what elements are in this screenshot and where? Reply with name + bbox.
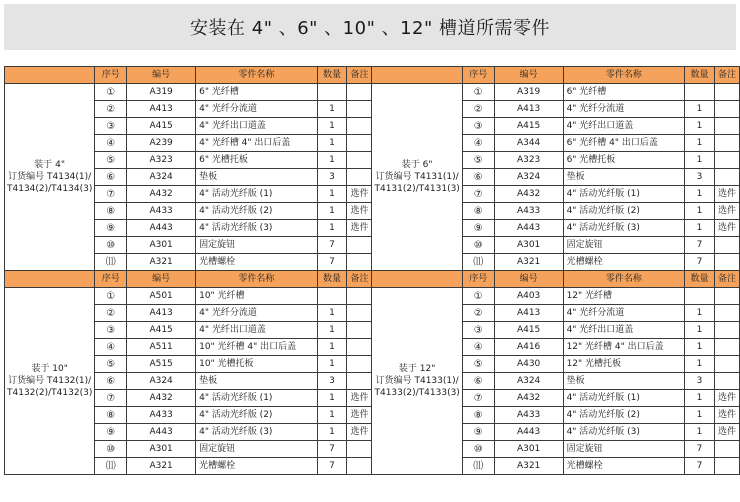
row-number: ③ <box>462 118 494 135</box>
part-name: 6" 光纤槽 4" 出口后盖 <box>563 135 685 152</box>
column-header-remark: 备注 <box>347 67 372 84</box>
part-quantity: 7 <box>685 458 715 475</box>
part-remark: 选件 <box>714 407 739 424</box>
row-number: ⑾ <box>95 254 127 271</box>
part-name: 12" 光纤槽 <box>563 288 685 305</box>
row-number: ② <box>95 305 127 322</box>
part-code: A413 <box>127 101 196 118</box>
part-quantity: 1 <box>317 152 347 169</box>
model-cell <box>372 84 462 271</box>
part-remark <box>714 101 739 118</box>
row-number: ③ <box>95 118 127 135</box>
column-header-code: 编号 <box>127 271 196 288</box>
part-name: 6" 光槽托板 <box>563 152 685 169</box>
part-remark <box>347 152 372 169</box>
row-number: ⑤ <box>462 152 494 169</box>
part-remark: 选件 <box>347 407 372 424</box>
part-code: A433 <box>494 203 563 220</box>
part-code: A443 <box>127 424 196 441</box>
part-name: 4" 活动光纤版 (1) <box>196 186 318 203</box>
part-name: 垫板 <box>196 373 318 390</box>
part-quantity: 1 <box>685 339 715 356</box>
part-name: 4" 光纤出口道盖 <box>196 322 318 339</box>
part-code: A301 <box>494 237 563 254</box>
column-header-code: 编号 <box>127 67 196 84</box>
column-header-num: 序号 <box>95 271 127 288</box>
column-header-remark: 备注 <box>347 271 372 288</box>
part-remark <box>347 373 372 390</box>
model-cell <box>372 288 462 475</box>
part-quantity <box>317 288 347 305</box>
part-quantity: 1 <box>685 152 715 169</box>
row-number: ③ <box>462 322 494 339</box>
header-corner-cell <box>5 271 95 288</box>
column-header-num: 序号 <box>95 67 127 84</box>
part-quantity: 7 <box>685 441 715 458</box>
model-cell <box>5 288 95 475</box>
part-name: 12" 光槽托板 <box>563 356 685 373</box>
row-number: ④ <box>95 339 127 356</box>
part-quantity: 1 <box>685 322 715 339</box>
part-quantity: 1 <box>317 424 347 441</box>
part-remark: 选件 <box>714 186 739 203</box>
row-number: ⑩ <box>95 441 127 458</box>
part-quantity: 1 <box>685 305 715 322</box>
part-remark <box>714 288 739 305</box>
part-remark <box>714 84 739 101</box>
row-number: ⑩ <box>95 237 127 254</box>
part-quantity: 7 <box>317 237 347 254</box>
part-quantity <box>685 84 715 101</box>
part-code: A415 <box>494 118 563 135</box>
part-code: A415 <box>127 322 196 339</box>
row-number: ⑥ <box>95 373 127 390</box>
row-number: ⑧ <box>95 203 127 220</box>
column-header-qty: 数量 <box>317 67 347 84</box>
part-code: A413 <box>494 305 563 322</box>
part-name: 4" 活动光纤版 (3) <box>563 220 685 237</box>
column-header-name: 零件名称 <box>563 67 685 84</box>
part-quantity: 1 <box>317 356 347 373</box>
part-name: 12" 光纤槽 4" 出口后盖 <box>563 339 685 356</box>
part-code: A416 <box>494 339 563 356</box>
part-code: A321 <box>127 254 196 271</box>
part-quantity: 1 <box>685 118 715 135</box>
column-header-code: 编号 <box>494 67 563 84</box>
part-name: 光槽螺栓 <box>563 458 685 475</box>
part-remark <box>347 237 372 254</box>
row-number: ② <box>95 101 127 118</box>
row-number: ⑦ <box>462 186 494 203</box>
table-row <box>5 84 740 101</box>
part-remark <box>714 356 739 373</box>
part-code: A511 <box>127 339 196 356</box>
part-name: 10" 光纤槽 <box>196 288 318 305</box>
part-quantity: 3 <box>317 373 347 390</box>
part-remark: 选件 <box>347 186 372 203</box>
part-remark <box>347 84 372 101</box>
column-header-name: 零件名称 <box>196 271 318 288</box>
part-remark: 选件 <box>714 424 739 441</box>
part-name: 4" 活动光纤版 (3) <box>196 424 318 441</box>
part-code: A443 <box>494 220 563 237</box>
row-number: ⑤ <box>95 356 127 373</box>
part-name: 6" 光槽托板 <box>196 152 318 169</box>
part-remark <box>714 135 739 152</box>
part-remark: 选件 <box>714 203 739 220</box>
row-number: ① <box>95 288 127 305</box>
part-name: 10" 光槽托板 <box>196 356 318 373</box>
part-name: 4" 光纤分流道 <box>196 305 318 322</box>
part-code: A324 <box>127 373 196 390</box>
part-name: 4" 活动光纤版 (2) <box>563 407 685 424</box>
part-name: 固定旋钮 <box>196 237 318 254</box>
part-quantity: 1 <box>317 390 347 407</box>
column-header-name: 零件名称 <box>563 271 685 288</box>
part-remark: 选件 <box>347 203 372 220</box>
part-quantity: 3 <box>317 169 347 186</box>
part-code: A321 <box>494 458 563 475</box>
part-code: A413 <box>494 101 563 118</box>
part-quantity: 1 <box>317 220 347 237</box>
row-number: ⑾ <box>462 458 494 475</box>
column-header-remark: 备注 <box>714 67 739 84</box>
part-quantity: 7 <box>317 441 347 458</box>
part-remark <box>347 458 372 475</box>
column-header-qty: 数量 <box>317 271 347 288</box>
header-corner-cell <box>372 271 462 288</box>
part-name: 4" 活动光纤版 (3) <box>196 220 318 237</box>
part-quantity: 7 <box>685 254 715 271</box>
column-header-num: 序号 <box>462 67 494 84</box>
column-header-num: 序号 <box>462 271 494 288</box>
row-number: ⑨ <box>462 424 494 441</box>
model-line: 订货编号 T4134(1)/ <box>8 172 92 182</box>
row-number: ⑨ <box>462 220 494 237</box>
model-line: T4131(2)/T4131(3) <box>374 184 460 194</box>
row-number: ② <box>462 305 494 322</box>
part-remark <box>714 441 739 458</box>
part-remark <box>347 322 372 339</box>
part-quantity <box>317 84 347 101</box>
part-remark <box>347 288 372 305</box>
part-code: A324 <box>494 373 563 390</box>
part-code: A443 <box>127 220 196 237</box>
part-remark <box>347 118 372 135</box>
part-code: A432 <box>127 390 196 407</box>
model-line: T4132(2)/T4132(3) <box>7 388 93 398</box>
part-remark <box>347 356 372 373</box>
model-line: 装于 10" <box>31 364 68 374</box>
part-name: 4" 光纤分流道 <box>563 305 685 322</box>
part-quantity: 1 <box>317 339 347 356</box>
part-quantity: 1 <box>685 101 715 118</box>
row-number: ⑦ <box>95 186 127 203</box>
model-cell <box>5 84 95 271</box>
part-code: A515 <box>127 356 196 373</box>
row-number: ⑨ <box>95 220 127 237</box>
part-code: A430 <box>494 356 563 373</box>
part-code: A321 <box>127 458 196 475</box>
part-code: A324 <box>494 169 563 186</box>
row-number: ⑥ <box>95 169 127 186</box>
part-name: 4" 活动光纤版 (3) <box>563 424 685 441</box>
part-remark <box>347 305 372 322</box>
parts-grid <box>4 66 740 475</box>
row-number: ① <box>95 84 127 101</box>
header-corner-cell <box>5 67 95 84</box>
column-header-code: 编号 <box>494 271 563 288</box>
model-line: T4134(2)/T4134(3) <box>7 184 93 194</box>
row-number: ⑧ <box>462 407 494 424</box>
part-quantity <box>685 288 715 305</box>
part-name: 10" 光纤槽 4" 出口后盖 <box>196 339 318 356</box>
row-number: ① <box>462 288 494 305</box>
part-quantity: 1 <box>317 203 347 220</box>
part-name: 4" 光纤出口道盖 <box>196 118 318 135</box>
part-quantity: 1 <box>317 135 347 152</box>
part-quantity: 1 <box>317 305 347 322</box>
part-quantity: 1 <box>685 186 715 203</box>
part-remark <box>714 305 739 322</box>
part-remark: 选件 <box>714 390 739 407</box>
part-name: 光槽螺栓 <box>196 458 318 475</box>
part-remark <box>714 254 739 271</box>
row-number: ⑨ <box>95 424 127 441</box>
row-number: ⑤ <box>95 152 127 169</box>
column-header-qty: 数量 <box>685 67 715 84</box>
part-remark: 选件 <box>347 390 372 407</box>
part-quantity: 1 <box>317 118 347 135</box>
part-name: 4" 活动光纤版 (2) <box>196 407 318 424</box>
part-name: 4" 活动光纤版 (2) <box>563 203 685 220</box>
row-number: ⑥ <box>462 373 494 390</box>
part-code: A321 <box>494 254 563 271</box>
part-code: A323 <box>127 152 196 169</box>
part-quantity: 1 <box>317 186 347 203</box>
part-remark <box>714 237 739 254</box>
row-number: ③ <box>95 322 127 339</box>
part-code: A413 <box>127 305 196 322</box>
part-name: 4" 光纤分流道 <box>196 101 318 118</box>
part-code: A432 <box>494 390 563 407</box>
part-name: 垫板 <box>196 169 318 186</box>
part-quantity: 1 <box>685 135 715 152</box>
part-remark <box>714 339 739 356</box>
part-code: A324 <box>127 169 196 186</box>
parts-table <box>4 66 740 475</box>
part-name: 4" 活动光纤版 (1) <box>563 186 685 203</box>
row-number: ⑧ <box>462 203 494 220</box>
row-number: ④ <box>462 339 494 356</box>
part-quantity: 3 <box>685 169 715 186</box>
part-code: A301 <box>494 441 563 458</box>
part-quantity: 1 <box>317 101 347 118</box>
part-code: A403 <box>494 288 563 305</box>
row-number: ② <box>462 101 494 118</box>
part-name: 4" 光纤出口道盖 <box>563 118 685 135</box>
part-name: 4" 活动光纤版 (1) <box>563 390 685 407</box>
part-quantity: 1 <box>685 407 715 424</box>
row-number: ④ <box>462 135 494 152</box>
part-code: A323 <box>494 152 563 169</box>
part-quantity: 1 <box>685 390 715 407</box>
part-remark <box>347 339 372 356</box>
row-number: ⑾ <box>462 254 494 271</box>
part-code: A433 <box>127 407 196 424</box>
header-row <box>5 271 740 288</box>
part-quantity: 1 <box>685 203 715 220</box>
part-code: A432 <box>494 186 563 203</box>
model-line: 订货编号 T4133(1)/ <box>375 376 459 386</box>
part-code: A239 <box>127 135 196 152</box>
part-code: A501 <box>127 288 196 305</box>
column-header-name: 零件名称 <box>196 67 318 84</box>
part-code: A433 <box>494 407 563 424</box>
part-name: 4" 活动光纤版 (2) <box>196 203 318 220</box>
part-code: A443 <box>494 424 563 441</box>
column-header-qty: 数量 <box>685 271 715 288</box>
part-quantity: 3 <box>685 373 715 390</box>
part-name: 垫板 <box>563 169 685 186</box>
part-name: 固定旋钮 <box>196 441 318 458</box>
page-title: 安装在 4" 、6" 、10" 、12" 槽道所需零件 <box>4 4 736 50</box>
part-code: A319 <box>494 84 563 101</box>
row-number: ⑦ <box>95 390 127 407</box>
part-name: 4" 光纤分流道 <box>563 101 685 118</box>
model-line: T4133(2)/T4133(3) <box>374 388 460 398</box>
part-remark <box>714 458 739 475</box>
part-remark <box>714 373 739 390</box>
row-number: ⑤ <box>462 356 494 373</box>
model-line: 订货编号 T4131(1)/ <box>375 172 459 182</box>
row-number: ⑧ <box>95 407 127 424</box>
model-line: 装于 4" <box>34 160 66 170</box>
part-code: A319 <box>127 84 196 101</box>
part-code: A344 <box>494 135 563 152</box>
part-name: 6" 光纤槽 <box>196 84 318 101</box>
part-remark: 选件 <box>714 220 739 237</box>
part-remark <box>347 135 372 152</box>
header-row <box>5 67 740 84</box>
table-row <box>5 288 740 305</box>
row-number: ⑾ <box>95 458 127 475</box>
part-quantity: 7 <box>317 458 347 475</box>
part-remark <box>347 254 372 271</box>
part-quantity: 1 <box>685 220 715 237</box>
part-name: 垫板 <box>563 373 685 390</box>
part-remark <box>714 152 739 169</box>
part-name: 光槽螺栓 <box>196 254 318 271</box>
part-remark: 选件 <box>347 220 372 237</box>
header-corner-cell <box>372 67 462 84</box>
part-name: 4" 光纤槽 4" 出口后盖 <box>196 135 318 152</box>
row-number: ① <box>462 84 494 101</box>
part-remark: 选件 <box>347 424 372 441</box>
row-number: ④ <box>95 135 127 152</box>
part-name: 6" 光纤槽 <box>563 84 685 101</box>
part-code: A432 <box>127 186 196 203</box>
row-number: ⑩ <box>462 237 494 254</box>
part-quantity: 7 <box>685 237 715 254</box>
part-remark <box>714 322 739 339</box>
part-quantity: 1 <box>685 424 715 441</box>
part-remark <box>347 169 372 186</box>
part-quantity: 7 <box>317 254 347 271</box>
part-remark <box>347 101 372 118</box>
part-code: A415 <box>494 322 563 339</box>
model-line: 装于 12" <box>398 364 436 374</box>
part-name: 固定旋钮 <box>563 237 685 254</box>
part-name: 4" 活动光纤版 (1) <box>196 390 318 407</box>
part-code: A433 <box>127 203 196 220</box>
part-name: 光槽螺栓 <box>563 254 685 271</box>
part-quantity: 1 <box>317 407 347 424</box>
part-quantity: 1 <box>685 356 715 373</box>
row-number: ⑦ <box>462 390 494 407</box>
part-code: A415 <box>127 118 196 135</box>
part-name: 4" 光纤出口道盖 <box>563 322 685 339</box>
part-remark <box>714 169 739 186</box>
part-quantity: 1 <box>317 322 347 339</box>
model-line: 订货编号 T4132(1)/ <box>8 376 92 386</box>
column-header-remark: 备注 <box>714 271 739 288</box>
part-code: A301 <box>127 237 196 254</box>
part-remark <box>714 118 739 135</box>
row-number: ⑩ <box>462 441 494 458</box>
row-number: ⑥ <box>462 169 494 186</box>
model-line: 装于 6" <box>401 160 433 170</box>
part-remark <box>347 441 372 458</box>
part-code: A301 <box>127 441 196 458</box>
part-name: 固定旋钮 <box>563 441 685 458</box>
